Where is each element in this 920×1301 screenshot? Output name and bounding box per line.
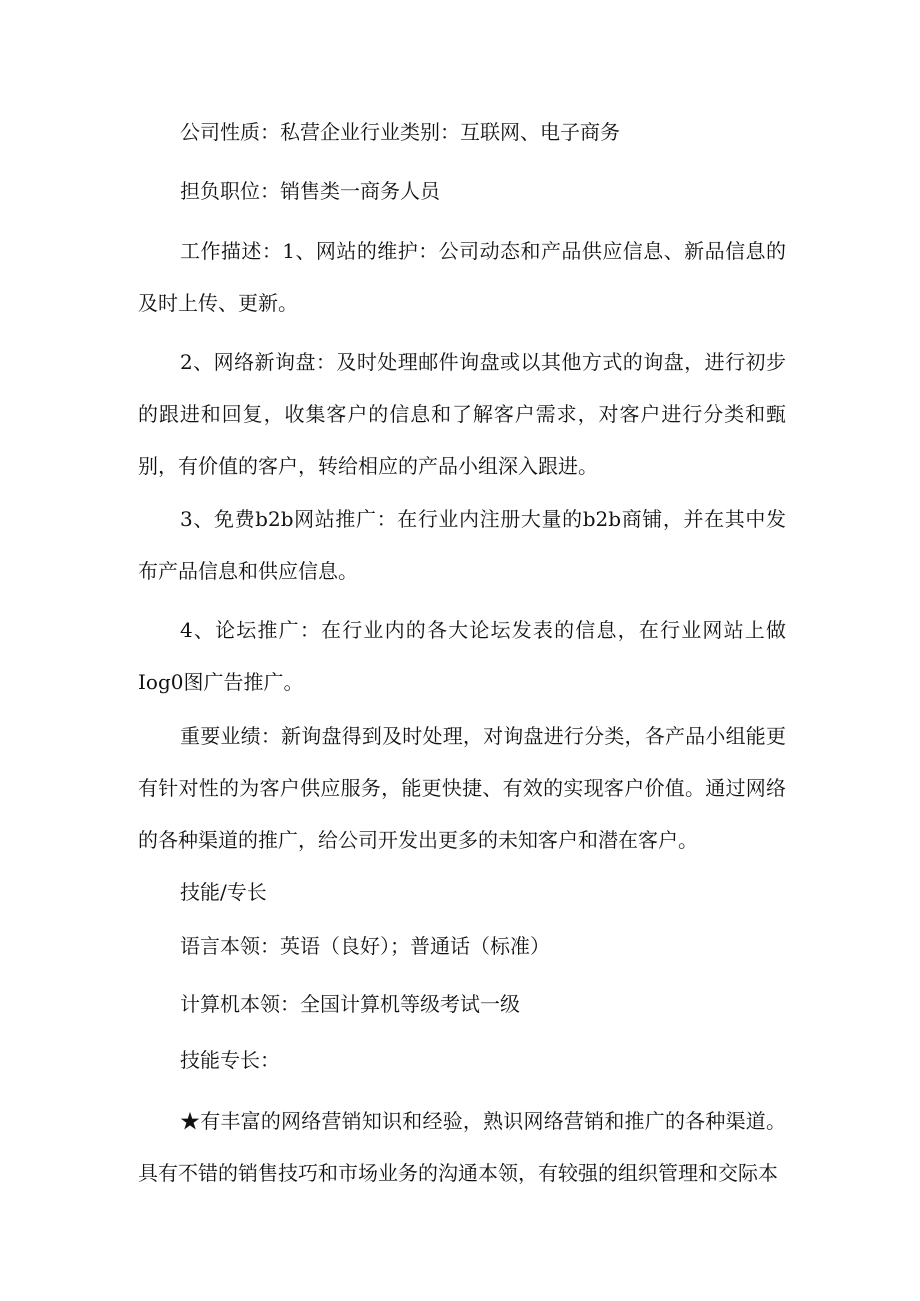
language-skill-line: 语言本领：英语（良好）；普通话（标准）	[180, 934, 550, 958]
computer-skill-line: 计算机本领：全国计算机等级考试一级	[180, 992, 520, 1016]
expertise-paragraph: ★有丰富的网络营销知识和经验，熟识网络营销和推广的各种渠道。具有不错的销售技巧和市场业务的沟通本领，有较强的组织管理和交际本	[138, 1109, 786, 1185]
achievements-paragraph: 重要业绩：新询盘得到及时处理，对询盘进行分类，各产品小组能更有针对性的为客户供应服务，能更快捷、有效的实现客户价值。通过网络的各种渠道的推广，给公司开发出更多的未知客户和潜在客户。	[138, 724, 786, 852]
expertise-heading: 技能专长：	[180, 1048, 280, 1072]
b2b-promotion-paragraph: 3、免费b2b网站推广：在行业内注册大量的b2b商铺，并在其中发布产品信息和供应信息。	[138, 507, 786, 583]
inquiry-handling-paragraph: 2、网络新询盘：及时处理邮件询盘或以其他方式的询盘，进行初步的跟进和回复，收集客户的信息和了解客户需求，对客户进行分类和甄别，有价值的客户，转给相应的产品小组深入跟进。	[138, 350, 786, 478]
company-nature-line: 公司性质：私营企业行业类别：互联网、电子商务	[180, 120, 620, 144]
forum-promotion-paragraph: 4、论坛推广：在行业内的各大论坛发表的信息，在行业网站上做Iog0图广告推广。	[138, 618, 786, 694]
position-line: 担负职位：销售类一商务人员	[180, 179, 440, 203]
skills-heading: 技能/专长	[180, 880, 267, 904]
job-description-paragraph: 工作描述：1、网站的维护：公司动态和产品供应信息、新品信息的及时上传、更新。	[138, 239, 786, 315]
